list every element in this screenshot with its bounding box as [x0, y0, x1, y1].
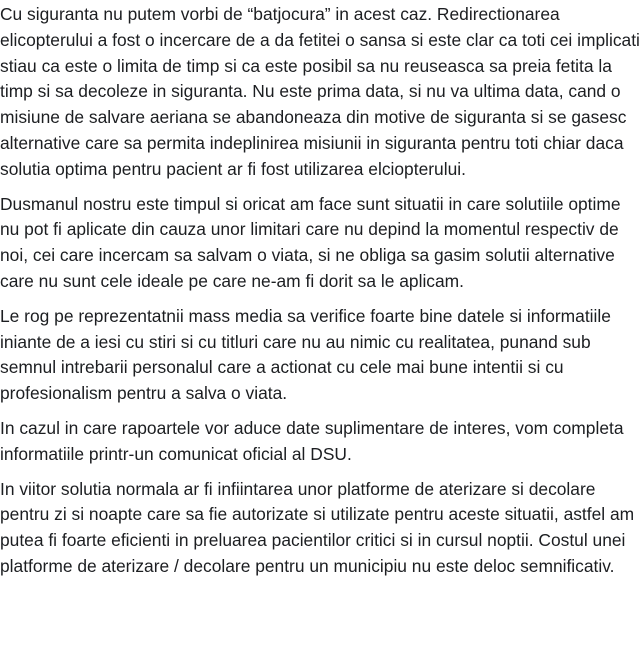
paragraph-1: Cu siguranta nu putem vorbi de “batjocura” in acest caz. Redirectionarea elicopterului a fost o incercare de a da fetitei o sansa si este clar ca toti cei implicati stiau ca este o limita de timp si ca este posibil sa nu reuseasca sa preia fetita la timp si sa decoleze in siguranta. Nu este prima data, si nu va ultima data, cand o misiune de salvare aeriana se abandoneaza din motive de siguranta si se gasesc alternative care sa permita indeplinirea misiunii in siguranta pentru toti chiar daca solutia optima pentru pacient ar fi fost utilizarea elciopterului. — [0, 4, 640, 179]
article-body — [0, 2, 644, 580]
paragraph-3: Le rog pe reprezentatnii mass media sa verifice foarte bine datele si informatiile iniante de a iesi cu stiri si cu titluri care nu au nimic cu realitatea, punand sub semnul intrebarii personalul care a actionat cu cele mai bune intentii si cu profesionalism pentru a salva o viata. — [0, 305, 611, 404]
paragraph-2: Dusmanul nostru este timpul si oricat am face sunt situatii in care solutiile optime nu pot fi aplicate din cauza unor limitari care nu depind la momentul respectiv de noi, cei care incercam sa salvam o viata, si ne obliga sa gasim solutii alternative care nu sunt cele ideale pe care ne-am fi dorit sa le aplicam. — [0, 193, 621, 291]
paragraph-5: In viitor solutia normala ar fi infiintarea unor platforme de aterizare si decolare pentru zi si noapte care sa fie autorizate si utilizate pentru aceste situatii, astfel am putea fi foarte eficienti in preluarea pacientilor critici si in cursul noptii. Costul unei platforme de aterizare / decolare pentru un municipiu nu este deloc semnificativ. — [0, 478, 635, 576]
paragraph-4: In cazul in care rapoartele vor aduce date suplimentare de interes, vom completa informatiile printr-un comunicat oficial al DSU. — [0, 417, 624, 464]
